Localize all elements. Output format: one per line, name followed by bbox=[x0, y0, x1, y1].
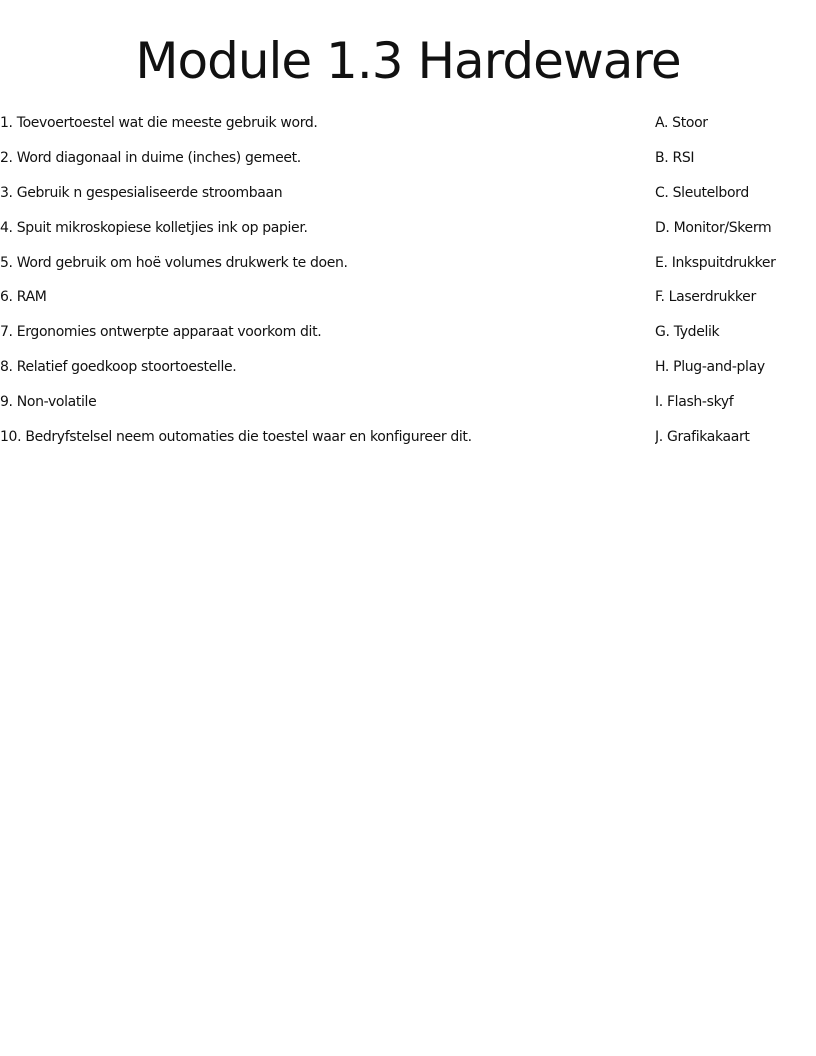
answer-item: D. Monitor/Skerm bbox=[655, 219, 772, 236]
question-item: 1. Toevoertoestel wat die meeste gebruik word. bbox=[0, 115, 318, 131]
question-list bbox=[0, 112, 640, 461]
answer-item: C. Sleutelbord bbox=[655, 184, 749, 201]
question-item: 6. RAM bbox=[0, 289, 47, 306]
answer-item: H. Plug-and-play bbox=[655, 359, 765, 376]
question-item: 5. Word gebruik om hoë volumes drukwerk te doen. bbox=[0, 254, 348, 271]
answer-item: G. Tydelik bbox=[655, 324, 720, 341]
answer-list bbox=[655, 112, 816, 461]
question-item: 2. Word diagonaal in duime (inches) gemeet. bbox=[0, 149, 301, 166]
answer-item: A. Stoor bbox=[655, 115, 708, 131]
answer-item: F. Laserdrukker bbox=[655, 289, 756, 306]
answer-item: J. Grafikakaart bbox=[655, 429, 750, 446]
question-item: 3. Gebruik n gespesialiseerde stroombaan bbox=[0, 184, 283, 201]
page-title: Module 1.3 Hardeware bbox=[135, 32, 681, 90]
question-item: 8. Relatief goedkoop stoortoestelle. bbox=[0, 359, 237, 376]
question-item: 4. Spuit mikroskopiese kolletjies ink op papier. bbox=[0, 219, 308, 236]
answer-item: I. Flash-skyf bbox=[655, 394, 734, 411]
question-item: 10. Bedryfstelsel neem outomaties die toestel waar en konfigureer dit. bbox=[0, 429, 472, 446]
answer-item: B. RSI bbox=[655, 149, 695, 166]
answer-item: E. Inkspuitdrukker bbox=[655, 254, 776, 271]
question-item: 7. Ergonomies ontwerpte apparaat voorkom dit. bbox=[0, 324, 322, 341]
question-item: 9. Non-volatile bbox=[0, 394, 97, 411]
